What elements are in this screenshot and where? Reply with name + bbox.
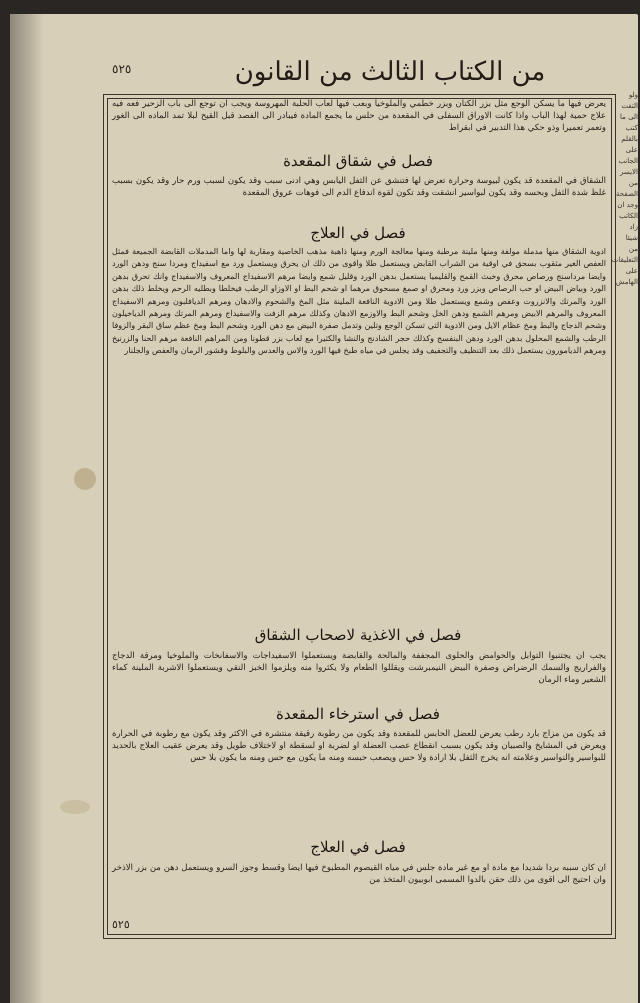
margin-annotation xyxy=(611,90,638,630)
section-heading: فصل في استرخاء المقعدة xyxy=(276,705,440,723)
paragraph-intro: يعرض فيها ما يسكن الوجع مثل بزر الكتان وبزر خطمي والملوخيا وبعب فيها لعاب الحلبة المهروسة ويجب ان توجع الى باب الزحير فعه فيه علاج حمية لهذا الباب واذا كانت الاوراق السفلى في المقعدة من حلس ما يجمع المادة فيبادر الى الفصد قبل القيح لبلا تمد الماده الى الغور وتعمر تعميرا وذو حكي هذا التدبير في ابقراط xyxy=(112,99,606,134)
section-heading: فصل في العلاج xyxy=(310,224,406,242)
binding-gutter xyxy=(10,14,44,1003)
section-paragraph: الشقاق في المقعدة قد يكون لبيوسة وحرارة تعرض لها فتنشق عن الثفل اليابس وهي ادنى سبب وقد يكون لسبب ورم حار وقد يكون بسبب غلظ شدة الثفل وبحسه وقد يكون لبواسير انشقت وقد تكون لقوة اندفاع الدم الى فوهات عروق المقعدة xyxy=(112,176,606,199)
section-paragraph: ادوية الشقاق منها مدملة مولفة ومنها ملينة مرطبة ومنها معالجة الورم ومنها ذاهبة مذهب الخاصية ومقاربة لها واما المدملات القابضة الجميعة فمثل العفص الغير مثقوب بسحق في اوقية من الشراب القابض ويستعمل طلا واقوى من ذلك ان يحرق ويستعمل ورد مع اسفيداج ومردا سنج ودهن الورد وايضا مرداسنج ورصاص محرق وخبث القمح والقليميا يستعمل بدهن الورد وقليل شمع وايضا مرهم الاسفيداج المعروف والاسفيداج وانك تحرق بدهن الورد وبياض البيض او حب الرصاص وبزر ورد ومحرق او صمغ مسحوق مرهما او شحم البط او الاوزاو الرطب فيخلطا وبطليه الرحم ويخلط ذلك بدهن الورد والمرتك والانزروت وعفص وشمع ويستعمل طلا ومن الادوية النافعة الملينة مثل المخ والشحوم والادهان ومرهم الديافلبون ومرهم الاسفيداج المعروف والمرهم الابيض ومرهم الشمع ودهن الخل وشحم البط والاوزمع الادهان وكذلك مرهم الزفت والاسفيداج ومرهم المرتك ومرهم الدياخيلون وشحم الدجاج والبط ومخ عظام الايل ومن الادوية التي تسكن الوجع وتلين وتدمل صفرة البيض مع دهن الورد وشحم البط ومخ عظم ساق البقر والزوفا الرطب والشمع المحلول بدهن الورد ودهن البنفسج وكذلك حجر الشادنج والنشا والكثيرا مع لعاب بزر قطونا ومن المراهم النافعة مرهم الحنا والزرنيخ ومرهم الديامورون يستعمل ذلك بعد التنظيف والتجفيف وقد يجلس في مياه طبخ فيها الورد والاس والعدس والبلوط وقشور الرمان والعفص والجلنار xyxy=(112,247,606,356)
page-title: من الكتاب الثالث من القانون xyxy=(234,57,546,87)
paper-stain xyxy=(60,800,90,814)
section-paragraph: قد يكون من مزاج بارد رطب يعرض للعضل الحابس للمقعدة وقد يكون من رطوبة رقيقة منتشرة في الاكثر وقد يكون مع رطوبة في الحرارة ويعرض في المشايخ والصبيان وقد يكون بسبب انقطاع عصب العضلة او لضربة او لسقطة او لاختلاف طويل وقد يعرض عقيب العلاج بالحديد للبواسير والنواسير وعلامته انه يخرج الثفل بلا ارادة ولا حس ويصعب حبسه ومنه ما يكون مع حس ومنه ما يكون بلا حس xyxy=(112,729,606,764)
margin-annotation-text: ولو التفت الى ما كتب بالقلم على الجانب الايسر من الصفحة وجد ان الكاتب زاد شيئا من التعليقات على الهامش xyxy=(611,91,638,286)
section-heading: فصل في العلاج xyxy=(310,838,406,856)
section-paragraph: يجب ان يجتنبوا التوابل والحوامض والحلوى المجففة والمالحة والقابضة ويستعملوا الاسفيداجات والاسفانخات والملوخيا ومرقة الدجاج والفراريج والسمك الرضراض وصفرة البيض النيمبرشت ويقللوا الطعام ولا يكثروا منه ويلزموا الخبز النقي ويستعملوا الاشربة الملينة كماء الشعير وماء الرمان xyxy=(112,651,606,686)
section-heading: فصل في الاغذية لاصحاب الشقاق xyxy=(254,626,462,644)
section-heading: فصل في شقاق المقعدة xyxy=(283,152,433,170)
section-paragraph: ان كان سببه بردا شديدا مع مادة او مع غير مادة جلس في مياه القيصوم المطبوخ فيها ايضا وقسط وجوز السرو ويستعمل دهن من بزر الاذخر وان احتيج الى اقوى من ذلك حقن بالدوا المسمى ابوبيون المتخذ من xyxy=(112,863,606,886)
page-number-top: ٥٢٥ xyxy=(112,62,132,76)
paper-stain xyxy=(74,468,96,490)
page-number-bottom: ٥٢٥ xyxy=(112,918,130,931)
